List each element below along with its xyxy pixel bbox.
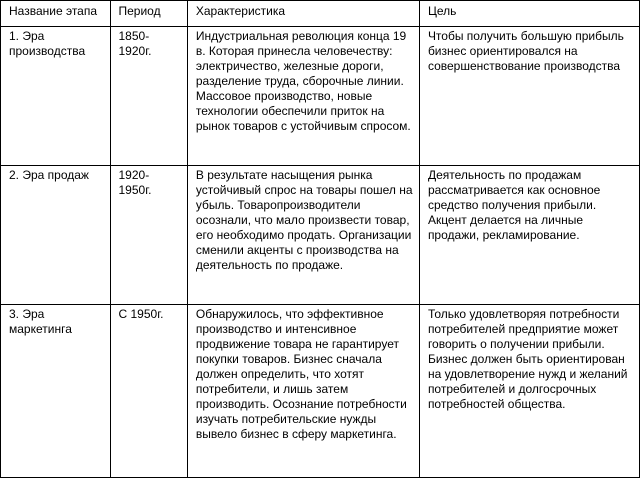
period-cell	[110, 27, 187, 166]
header-goal: Цель	[419, 1, 639, 27]
characteristic: Обнаружилось, что эффективное производство и интенсивное продвижение товара не гарантирует покупки товаров. Бизнес сначала должен определить, что хотят потребители, и лишь затем производить. Осознание потребности изучать потребительские нужды вывело бизнес в сферу маркетинга.	[195, 307, 407, 441]
characteristic-cell	[187, 305, 419, 478]
characteristic: В результате насыщения рынка устойчивый спрос на товары пошел на убыль. Товаропроизводители осознали, что мало произвести товар, его необходимо продать. Организации сменили акценты с производства на деятельность по продаже.	[195, 168, 413, 272]
header-row	[1, 1, 640, 27]
characteristic: Индустриальная революция конца 19 в. Которая принесла человечеству: электричество, железные дороги, разделение труда, сборочные линии. Массовое производство, новые технологии обеспечили приток на рынок товаров с устойчивым спросом.	[195, 29, 411, 133]
stage-name-cell	[1, 305, 111, 478]
table-row	[1, 27, 640, 166]
period-cell	[110, 166, 187, 305]
goal: Деятельность по продажам рассматривается как основное средство получения прибыли. Акцент делается на личные продажи, рекламирование.	[427, 168, 601, 242]
table-row	[1, 166, 640, 305]
characteristic-cell	[187, 27, 419, 166]
table-row	[1, 305, 640, 478]
stage-name: 1. Эра производства	[9, 29, 86, 58]
goal-cell	[419, 305, 639, 478]
goal-cell	[419, 166, 639, 305]
stage-name-cell	[1, 166, 111, 305]
period: С 1950г.	[118, 307, 164, 321]
header-period: Период	[110, 1, 187, 27]
header-characteristic: Характеристика	[187, 1, 419, 27]
period-cell	[110, 305, 187, 478]
goal-cell	[419, 27, 639, 166]
period: 1850-1920г.	[118, 29, 152, 58]
period: 1920-1950г.	[118, 168, 152, 197]
stage-name-cell	[1, 27, 111, 166]
stage-name: 3. Эра маркетинга	[9, 307, 72, 336]
header-stage-name: Название этапа	[1, 1, 111, 27]
goal: Только удовлетворяя потребности потребителей предприятие может говорить о получении прибыли. Бизнес должен быть ориентирован на удовлетворение нужд и желаний потребителей и долгосрочных потребностей общества.	[427, 307, 628, 411]
stage-name: 2. Эра продаж	[9, 168, 89, 182]
characteristic-cell	[187, 166, 419, 305]
goal: Чтобы получить большую прибыль бизнес ориентировался на совершенствование производства	[427, 29, 624, 73]
